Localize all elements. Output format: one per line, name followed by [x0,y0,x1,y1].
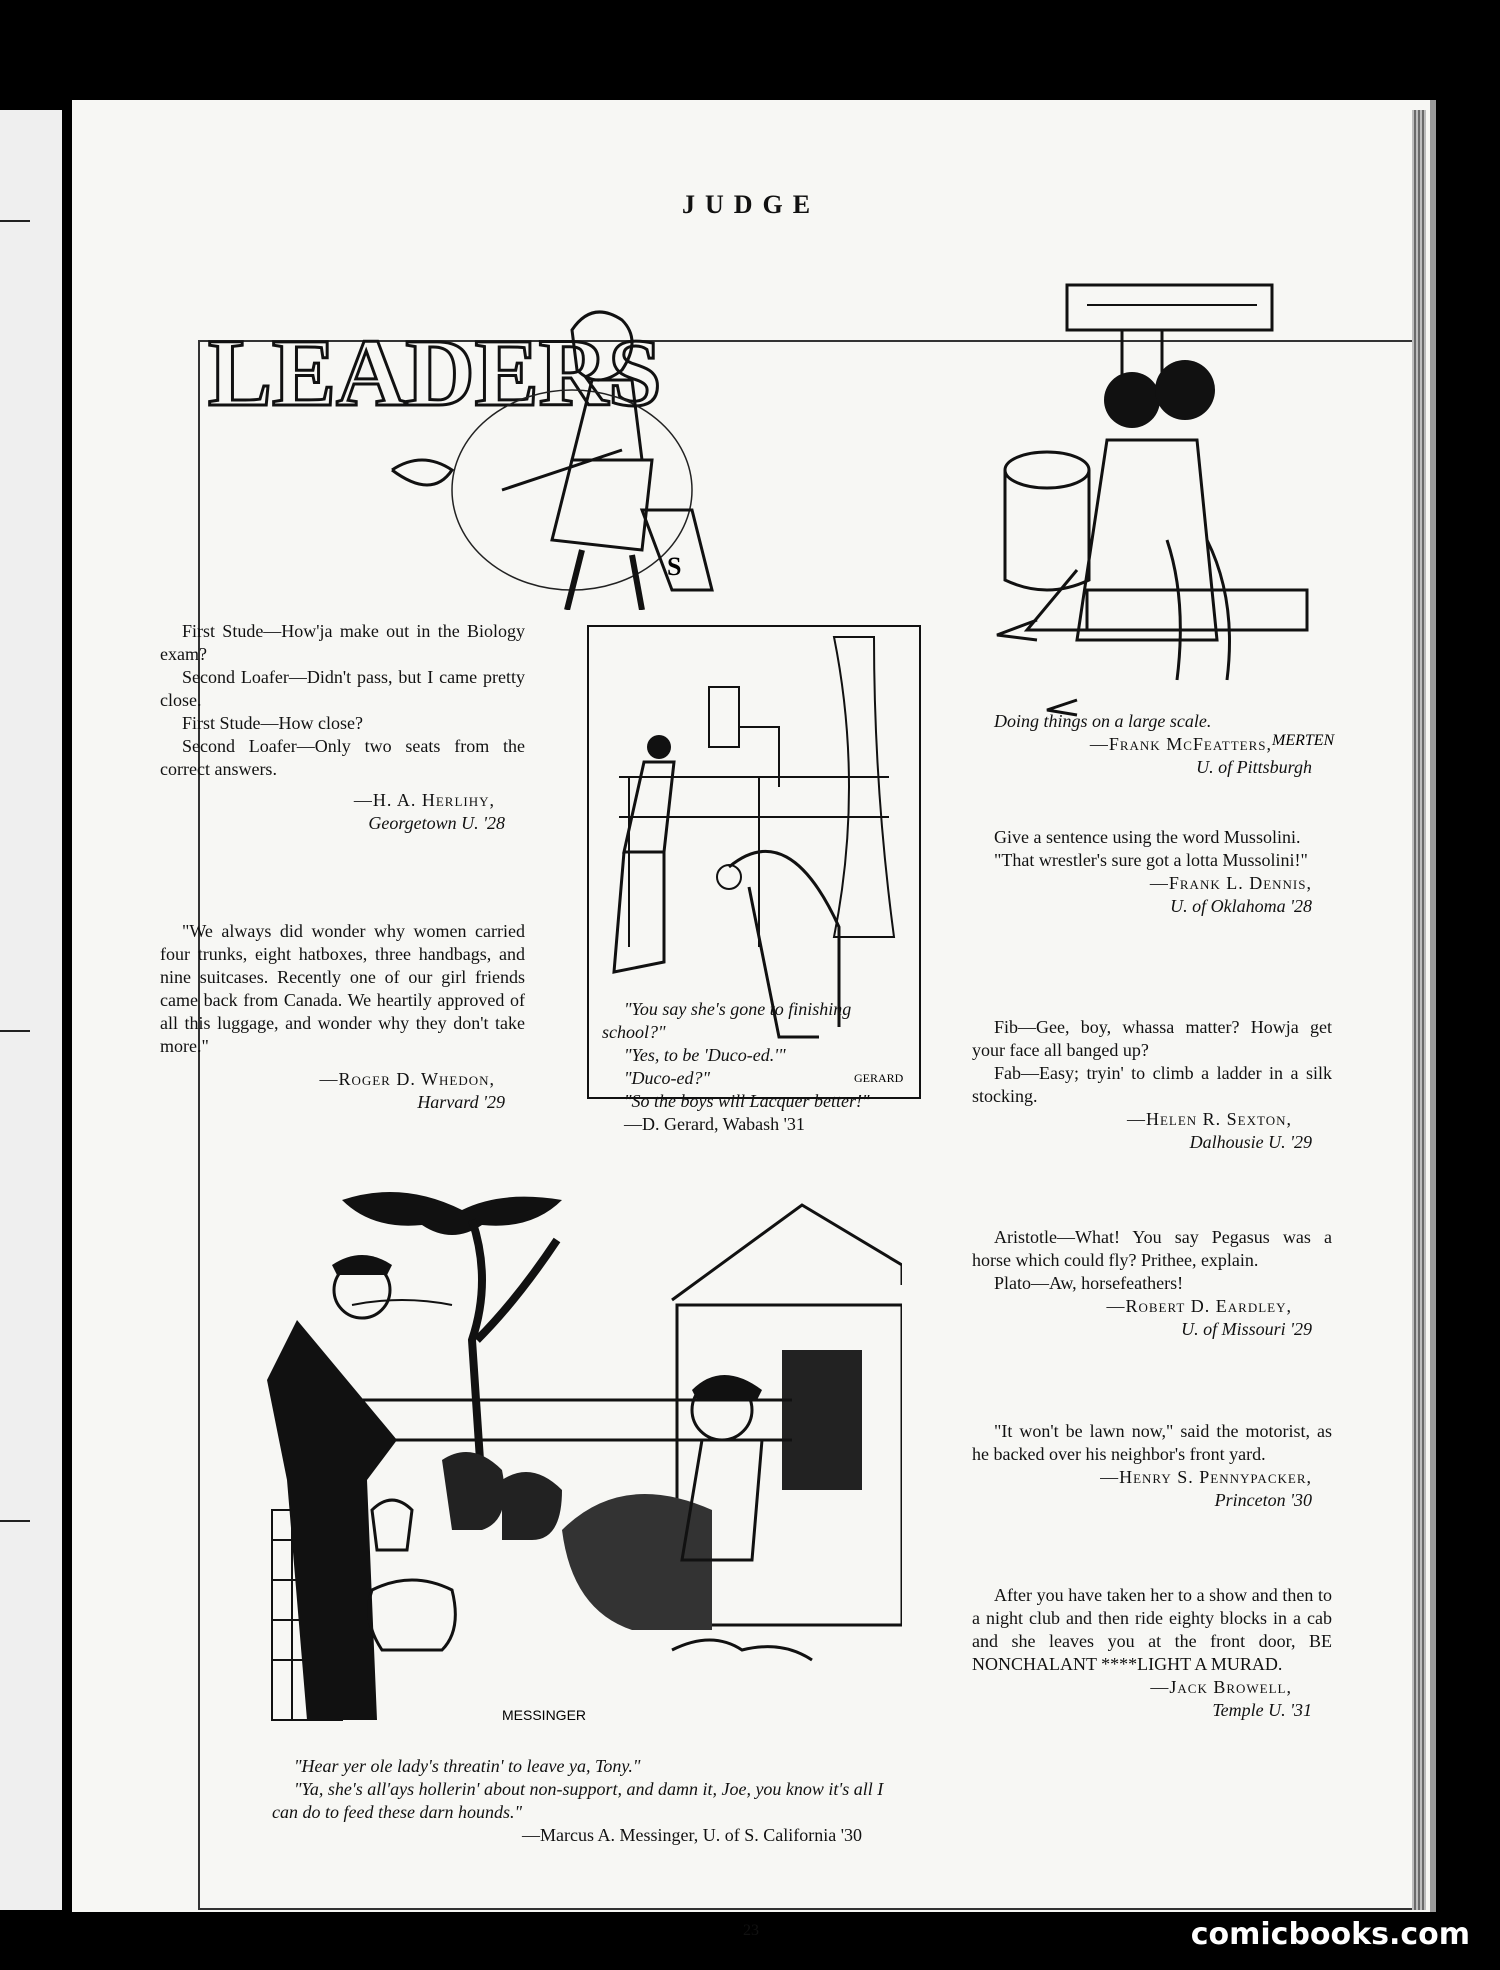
caption-gerard [602,998,902,1136]
joke-line: After you have taken her to a show and then to a night club and then ride eighty blocks in a cab and she leaves you at the front door, BE NONCHALANT ****LIGHT A MURAD. [972,1585,1332,1674]
joke-author: —Robert D. Eardley, [1106,1296,1292,1316]
joke-author: —D. Gerard, Wabash '31 [624,1114,805,1134]
leaders-illustration [202,270,762,610]
page-stack-edge [1412,110,1426,1910]
hounds-signature: MESSINGER [502,1707,587,1723]
joke-line: "Duco-ed?" [624,1068,711,1088]
joke-line: Fib—Gee, boy, whassa matter? Howja get your face all banged up? [972,1017,1332,1060]
joke-line: First Stude—How'ja make out in the Biology exam? [160,621,525,664]
joke-school: U. of Oklahoma '28 [1170,896,1312,916]
joke-whedon [160,920,525,1114]
joke-school: U. of Missouri '29 [1181,1319,1312,1339]
joke-author: —Henry S. Pennypacker, [1100,1467,1312,1487]
joke-author: —H. A. Herlihy, [353,790,495,810]
joke-line: "It won't be lawn now," said the motorist, as he backed over his neighbor's front yard. [972,1421,1332,1464]
joke-dennis [972,826,1332,918]
hounds-illustration [202,1180,902,1740]
watermark: comicbooks.com [1190,1917,1470,1952]
joke-herlihy [160,620,525,835]
running-head: JUDGE [681,190,821,219]
joke-school: Georgetown U. '28 [368,813,505,833]
svg-text:S: S [667,552,682,581]
joke-eardley [972,1226,1332,1341]
joke-sexton [972,1016,1332,1154]
joke-author: —Jack Browell, [1150,1677,1292,1697]
joke-line: Fab—Easy; tryin' to climb a ladder in a silk stocking. [972,1063,1332,1106]
joke-school: Temple U. '31 [1212,1700,1312,1720]
joke-line: "Yes, to be 'Duco-ed.'" [624,1045,786,1065]
joke-line: "We always did wonder why women carried four trunks, eight hatboxes, three handbags, and nine suitcases. Recently one of our girl friends came back from Canada. We heartily approved of all this luggage, and wonder why they don't take more." [160,921,525,1056]
caption-mcfeatters [972,710,1332,779]
wrestlers-signature: GERARD [854,1071,904,1085]
facing-page-edge [0,110,62,1910]
joke-school: Dalhousie U. '29 [1189,1132,1312,1152]
scale-signature: MERTEN [1272,732,1335,749]
joke-author: —Frank L. Dennis, [1149,873,1312,893]
joke-line: Aristotle—What! You say Pegasus was a horse which could fly? Prithee, explain. [972,1227,1332,1270]
joke-school: U. of Pittsburgh [1196,757,1312,777]
joke-line: "You say she's gone to finishing school?" [602,999,852,1042]
joke-browell [972,1584,1332,1722]
joke-line: "Hear yer ole lady's threatin' to leave ya, Tony." [294,1756,641,1776]
joke-author: —Frank McFeatters, [1089,734,1272,754]
joke-author: —Helen R. Sexton, [1126,1109,1292,1129]
joke-author: —Roger D. Whedon, [319,1069,495,1089]
joke-author: —Marcus A. Messinger, U. of S. California '30 [522,1825,862,1845]
joke-line: Doing things on a large scale. [994,711,1212,731]
joke-line: Plato—Aw, horsefeathers! [994,1273,1184,1293]
joke-pennypacker [972,1420,1332,1512]
joke-line: "Ya, she's all'ays hollerin' about non-support, and damn it, Joe, you know it's all I can do to feed these darn hounds." [272,1779,884,1822]
page-number: 23 [743,1922,759,1939]
caption-messinger [272,1755,892,1847]
joke-line: Second Loafer—Only two seats from the correct answers. [160,736,525,779]
joke-line: "So the boys will Lacquer better!" [624,1091,870,1111]
joke-line: "That wrestler's sure got a lotta Mussolini!" [994,850,1308,870]
joke-line: Give a sentence using the word Mussolini. [994,827,1301,847]
joke-school: Harvard '29 [417,1092,505,1112]
joke-school: Princeton '30 [1214,1490,1312,1510]
leaders-lettering: LEADERS [208,319,662,426]
joke-line: Second Loafer—Didn't pass, but I came pretty close. [160,667,525,710]
joke-line: First Stude—How close? [182,713,363,733]
